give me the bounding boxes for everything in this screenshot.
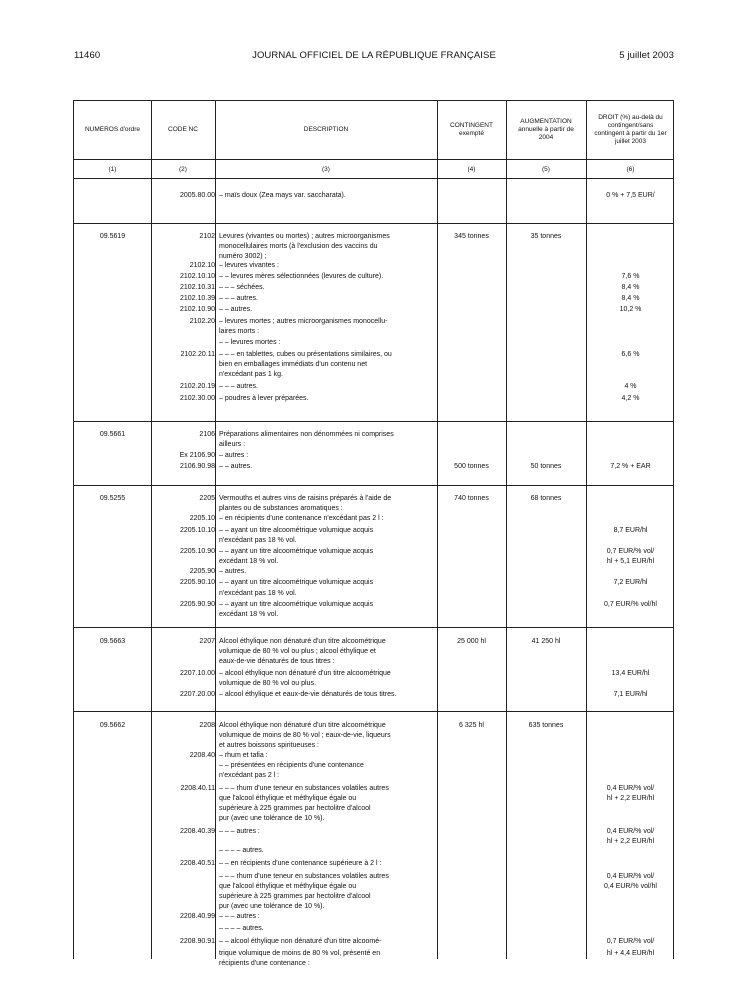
description-line: volumique de 80 % vol ou plus ; alcool éthylique et	[219, 648, 376, 655]
duty-rate: hl + 4,4 EUR/hl	[606, 950, 655, 957]
description-line: volumique de moins de 80 % vol ; eaux-de-vie, liqueurs	[219, 732, 391, 739]
duty-rate: 0,4 EUR/% vol/	[606, 873, 655, 880]
duty-rate: 0 % + 7,5 EUR/	[606, 192, 655, 199]
column-divider	[506, 101, 507, 959]
description-line: volumique de 80 % vol ou plus.	[219, 680, 316, 687]
nc-code: 2205.90	[189, 568, 215, 575]
description-line: – levures mortes ; autres microorganismes monocellu-	[219, 318, 388, 325]
duty-rate: hl + 5,1 EUR/hl	[606, 558, 655, 565]
nc-code: 2208	[199, 722, 215, 729]
duty-rate: 8,4 %	[621, 295, 640, 302]
nc-code: 2205.90.90	[179, 601, 215, 608]
augmentation-value: 68 tonnes	[530, 495, 562, 502]
description-line: – – – autres.	[219, 295, 258, 302]
description-line: – rhum et tafia :	[219, 752, 268, 759]
contingent-value: 345 tonnes	[454, 233, 489, 240]
description-line: – – présentées en récipients d'une contenance	[219, 762, 364, 769]
header-description: DESCRIPTION	[303, 126, 349, 133]
header-numeros: NUMEROS d'ordre	[84, 126, 141, 133]
order-number: 09.5619	[99, 233, 126, 240]
duty-rate: 0,4 EUR/% vol/	[606, 785, 655, 792]
duty-rate: 0,4 EUR/% vol/	[606, 828, 655, 835]
augmentation-value: 50 tonnes	[530, 463, 562, 470]
description-line: supérieure à 225 grammes par hectolitre d'alcool	[219, 893, 371, 900]
description-line: que l'alcool éthylique et méthylique égale ou	[219, 795, 357, 802]
nc-code: 2102.30.00	[179, 395, 215, 402]
description-line: numéro 3002) ;	[219, 253, 267, 260]
description-line: – alcool éthylique et eaux-de-vie dénaturés de tous titres.	[219, 691, 397, 698]
nc-code: 2208.40.11	[180, 785, 215, 792]
duty-rate: 7,2 % + EAR	[610, 463, 651, 470]
description-line: – – – rhum d'une teneur en substances volatiles autres	[219, 873, 389, 880]
description-line: – – – – autres.	[219, 847, 264, 854]
description-line: n'excédant pas 1 kg.	[219, 371, 283, 378]
nc-code: 2208.90.91	[179, 938, 215, 945]
description-line: laires morts :	[219, 328, 260, 335]
nc-code: 2102.10.90	[179, 306, 215, 313]
description-line: excédant 18 % vol.	[219, 611, 279, 618]
description-line: – – autres.	[219, 463, 253, 470]
row-group-divider	[74, 485, 673, 486]
description-line: – – ayant un titre alcoométrique volumique acquis	[219, 527, 374, 534]
nc-code: 2005.80.00	[179, 192, 215, 199]
description-line: – – ayant un titre alcoométrique volumique acquis	[219, 548, 374, 555]
nc-code: 2205.90.10	[179, 579, 215, 586]
column-number: (1)	[108, 165, 117, 173]
description-line: pur (avec une tolérance de 10 %).	[219, 903, 325, 910]
duty-rate: 0,7 EUR/% vol/hl	[604, 601, 657, 608]
header-droit: DROIT (%) au-delà du contingent/sans contingent à partir du 1er juillet 2003	[594, 114, 667, 145]
description-line: – – – autres :	[219, 828, 260, 835]
duty-rate: 6,6 %	[621, 351, 640, 358]
description-line: – – – – autres.	[219, 925, 264, 932]
nc-code: 2102.10.39	[179, 295, 215, 302]
row-group-divider	[74, 223, 673, 224]
description-line: – alcool éthylique non dénaturé d'un titre alcoométrique	[219, 670, 391, 677]
order-number: 09.5255	[99, 495, 126, 502]
description-line: que l'alcool éthylique et méthylique égale ou	[219, 883, 357, 890]
duty-rate: 4,2 %	[621, 395, 640, 402]
description-line: et autres boissons spiritueuses :	[219, 742, 319, 749]
page-number: 11460	[74, 50, 101, 61]
duty-rate: 4 %	[624, 383, 637, 390]
description-line: récipients d'une contenance :	[219, 960, 310, 967]
column-number: (6)	[626, 165, 635, 173]
description-line: bien en emballages immédiats d'un contenu net	[219, 361, 368, 368]
nc-code: 2102.10	[189, 262, 215, 269]
contingent-value: 25 000 hl	[457, 638, 486, 645]
description-line: pur (avec une tolérance de 10 %).	[219, 815, 325, 822]
description-line: n'excédant pas 18 % vol.	[219, 537, 297, 544]
description-line: – – – autres.	[219, 383, 258, 390]
nc-code: 2102.10.31	[179, 284, 215, 291]
nc-code: 2102.20.19	[179, 383, 215, 390]
description-line: Préparations alimentaires non dénommées ni comprises	[219, 431, 394, 438]
description-line: – – levures mortes :	[219, 339, 281, 346]
description-line: – – en récipients d'une contenance supérieure à 2 l :	[219, 860, 382, 867]
augmentation-value: 635 tonnes	[528, 722, 564, 729]
publication-date: 5 juillet 2003	[619, 50, 674, 61]
description-line: ailleurs :	[219, 441, 246, 448]
description-line: n'excédant pas 2 l :	[219, 772, 280, 779]
header-contingent: CONTINGENT exempté	[450, 122, 493, 137]
description-line: – – levures mères sélectionnées (levures de culture).	[219, 273, 384, 280]
nc-code: 2207	[199, 638, 215, 645]
nc-code: 2208.40.51	[179, 860, 215, 867]
row-group-divider	[74, 627, 673, 628]
duty-rate: 0,4 EUR/% vol/hl	[604, 883, 657, 890]
duty-rate: 8,7 EUR/hl	[613, 527, 648, 534]
nc-code: Ex 2106.90	[179, 452, 215, 459]
contingent-value: 500 tonnes	[454, 463, 489, 470]
row-divider	[74, 178, 673, 179]
nc-code: 2205.10.90	[179, 548, 215, 555]
nc-code: 2102.10.10	[179, 273, 215, 280]
duty-rate: 13,4 EUR/hl	[611, 670, 650, 677]
augmentation-value: 35 tonnes	[530, 233, 562, 240]
description-line: – – ayant un titre alcoométrique volumique acquis	[219, 601, 374, 608]
journal-title: JOURNAL OFFICIEL DE LA RÉPUBLIQUE FRANÇAISE	[252, 50, 496, 61]
column-number: (5)	[542, 165, 550, 173]
description-line: – – autres.	[219, 306, 253, 313]
description-line: – – ayant un titre alcoométrique volumique acquis	[219, 579, 374, 586]
description-line: – en récipients d'une contenance n'excédant pas 2 l :	[219, 515, 384, 522]
header-code-nc: CODE NC	[168, 126, 198, 133]
duty-rate: 0,7 EUR/% vol/	[606, 548, 655, 555]
duty-rate: hl + 2,2 EUR/hl	[606, 795, 655, 802]
description-line: – – – autres :	[219, 913, 260, 920]
description-line: supérieure à 225 grammes par hectolitre d'alcool	[219, 805, 371, 812]
description-line: Levures (vivantes ou mortes) ; autres microorganismes	[219, 233, 390, 240]
description-line: plantes ou de substances aromatiques :	[219, 505, 343, 512]
duty-rate: 10,2 %	[619, 306, 642, 313]
nc-code: 2102.20	[189, 318, 215, 325]
nc-code: 2102.20.11	[180, 351, 215, 358]
nc-code: 2205.10	[189, 515, 215, 522]
description-line: trique volumique de moins de 80 % vol, présenté en	[219, 950, 381, 957]
description-line: excédant 18 % vol.	[219, 558, 279, 565]
nc-code: 2208.40.99	[179, 913, 215, 920]
nc-code: 2208.40	[189, 752, 215, 759]
nc-code: 2205	[199, 495, 215, 502]
contingent-value: 740 tonnes	[454, 495, 489, 502]
tariff-table	[73, 100, 674, 967]
column-divider	[215, 101, 216, 959]
description-line: – – alcool éthylique non dénaturé d'un titre alcoomé-	[219, 938, 382, 945]
column-number: (4)	[467, 165, 476, 173]
description-line: n'excédant pas 18 % vol.	[219, 590, 297, 597]
description-line: – levures vivantes :	[219, 262, 279, 269]
duty-rate: 8,4 %	[621, 284, 640, 291]
augmentation-value: 41 250 hl	[531, 638, 561, 645]
order-number: 09.5663	[99, 638, 126, 645]
nc-code: 2106.90.98	[179, 463, 215, 470]
order-number: 09.5662	[99, 722, 126, 729]
description-line: eaux-de-vie dénaturés de tous titres :	[219, 658, 335, 665]
description-line: Vermouths et autres vins de raisins préparés à l'aide de	[219, 495, 392, 502]
duty-rate: hl + 2,2 EUR/hl	[606, 838, 655, 845]
row-group-divider	[74, 711, 673, 712]
row-group-divider	[74, 421, 673, 422]
duty-rate: 0,7 EUR/% vol/	[606, 938, 655, 945]
description-line: – – – en tablettes, cubes ou présentations similaires, ou	[219, 351, 392, 358]
description-line: monocellulaires morts (à l'exclusion des vaccins du	[219, 243, 378, 250]
nc-code: 2102	[199, 233, 215, 240]
description-line: Alcool éthylique non dénaturé d'un titre alcoométrique	[219, 722, 386, 729]
contingent-value: 6 325 hl	[459, 722, 484, 729]
order-number: 09.5661	[99, 431, 126, 438]
description-line: Alcool éthylique non dénaturé d'un titre alcoométrique	[219, 638, 386, 645]
duty-rate: 7,1 EUR/hl	[613, 691, 648, 698]
column-divider	[437, 101, 438, 959]
duty-rate: 7,6 %	[621, 273, 640, 280]
nc-code: 2205.10.10	[179, 527, 215, 534]
description-line: – autres.	[219, 568, 247, 575]
column-number: (3)	[322, 165, 330, 173]
duty-rate: 7,2 EUR/hl	[613, 579, 648, 586]
description-line: – autres :	[219, 452, 249, 459]
column-number: (2)	[179, 165, 187, 173]
description-line: – maïs doux (Zea mays var. saccharata).	[219, 192, 346, 199]
header-augmentation: AUGMENTATION annuelle à partir de 2004	[518, 118, 574, 141]
nc-code: 2207.10.00	[179, 670, 215, 677]
description-line: – poudres à lever préparées.	[219, 395, 309, 402]
description-line: – – – séchées.	[219, 284, 265, 291]
nc-code: 2208.40.39	[179, 828, 215, 835]
nc-code: 2207.20.00	[179, 691, 215, 698]
nc-code: 2106	[199, 431, 215, 438]
description-line: – – – rhum d'une teneur en substances volatiles autres	[219, 785, 389, 792]
